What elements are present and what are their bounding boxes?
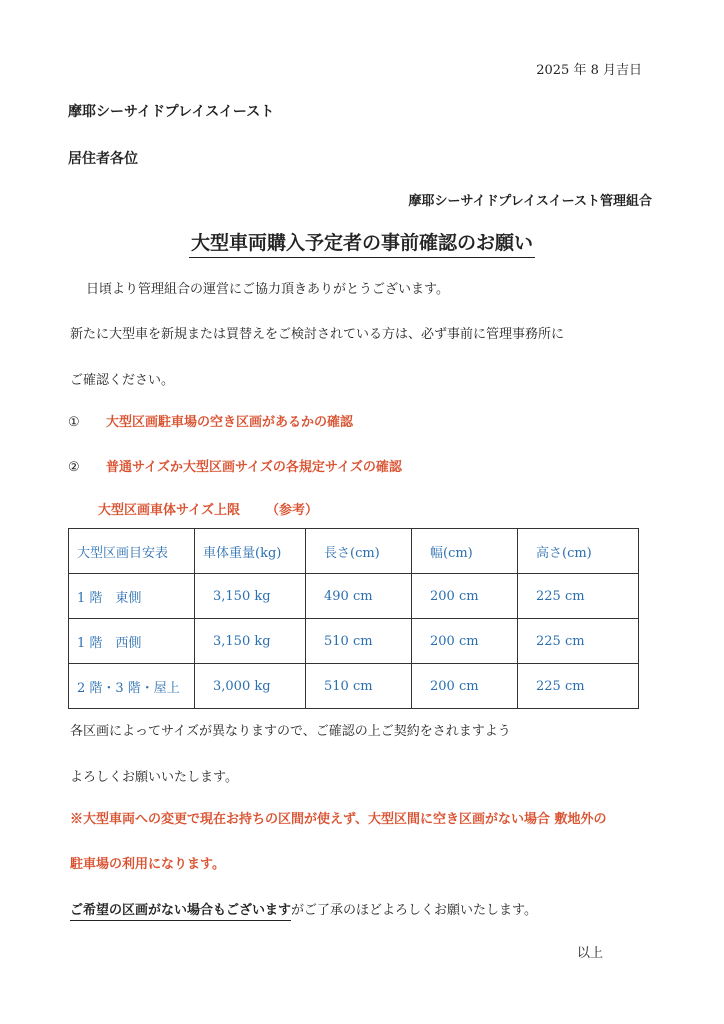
addressee-residents: 居住者各位: [68, 151, 138, 167]
table-cell: 490 cm: [306, 574, 412, 619]
check-item-text: 大型区画駐車場の空き区画があるかの確認: [106, 415, 354, 430]
note-line-1: 各区画によってサイズが異なりますので、ご確認の上ご契約をされますよう: [70, 724, 511, 739]
table-header-cell: 幅(cm): [412, 529, 518, 574]
document-title: 大型車両購入予定者の事前確認のお願い: [189, 232, 535, 258]
table-cell: 510 cm: [306, 619, 412, 664]
closing-line: [70, 899, 537, 918]
check-item-1: [68, 411, 353, 430]
table-header-row: [69, 529, 639, 574]
table-cell: 3,150 kg: [195, 574, 306, 619]
table-cell: 200 cm: [412, 574, 518, 619]
table-row: [69, 619, 639, 664]
table-header-cell: 高さ(cm): [518, 529, 639, 574]
body-paragraph-3: ご確認ください。: [70, 373, 175, 388]
table-cell: 1 階 東側: [69, 574, 195, 619]
table-cell: 200 cm: [412, 619, 518, 664]
body-paragraph-1: 日頃より管理組合の運営にご協力頂きありがとうございます。: [86, 282, 449, 297]
table-cell: 3,000 kg: [195, 664, 306, 709]
table-cell: 225 cm: [518, 574, 639, 619]
closing-underlined: ご希望の区画がない場合もございます: [70, 903, 291, 921]
subtitle-note: （参考）: [265, 503, 318, 518]
size-limit-table: [68, 528, 639, 709]
size-limit-subtitle: [98, 499, 318, 518]
table-cell: 200 cm: [412, 664, 518, 709]
check-item-number: ②: [68, 460, 80, 475]
end-mark: 以上: [577, 946, 604, 961]
table-header-cell: 大型区画目安表: [69, 529, 195, 574]
table-row: [69, 574, 639, 619]
table-cell: 2 階・3 階・屋上: [69, 664, 195, 709]
table-cell: 3,150 kg: [195, 619, 306, 664]
table-cell: 225 cm: [518, 664, 639, 709]
table-header-cell: 車体重量(kg): [195, 529, 306, 574]
table-cell: 510 cm: [306, 664, 412, 709]
check-item-2: [68, 456, 402, 475]
check-item-number: ①: [68, 415, 80, 430]
table-row: [69, 664, 639, 709]
warning-line-2: 駐車場の利用になります。: [70, 857, 225, 872]
note-line-2: よろしくお願いいたします。: [70, 770, 238, 785]
sender-name: 摩耶シーサイドプレイスイースト管理組合: [408, 194, 652, 209]
document-date: 2025 年 8 月吉日: [536, 63, 642, 78]
body-paragraph-2: 新たに大型車を新規または買替えをご検討されている方は、必ず事前に管理事務所に: [70, 327, 565, 342]
table-cell: 1 階 西側: [69, 619, 195, 664]
closing-rest: がご了承のほどよろしくお願いたします。: [291, 903, 537, 918]
table-header-cell: 長さ(cm): [306, 529, 412, 574]
table-cell: 225 cm: [518, 619, 639, 664]
addressee-building: 摩耶シーサイドプレイスイースト: [68, 104, 275, 120]
subtitle-main: 大型区画車体サイズ上限: [98, 503, 240, 518]
check-item-text: 普通サイズか大型区画サイズの各規定サイズの確認: [106, 460, 402, 475]
document-title-wrap: [0, 228, 724, 255]
warning-line-1: ※大型車両への変更で現在お持ちの区間が使えず、大型区間に空き区画がない場合 敷地外の: [70, 812, 607, 827]
